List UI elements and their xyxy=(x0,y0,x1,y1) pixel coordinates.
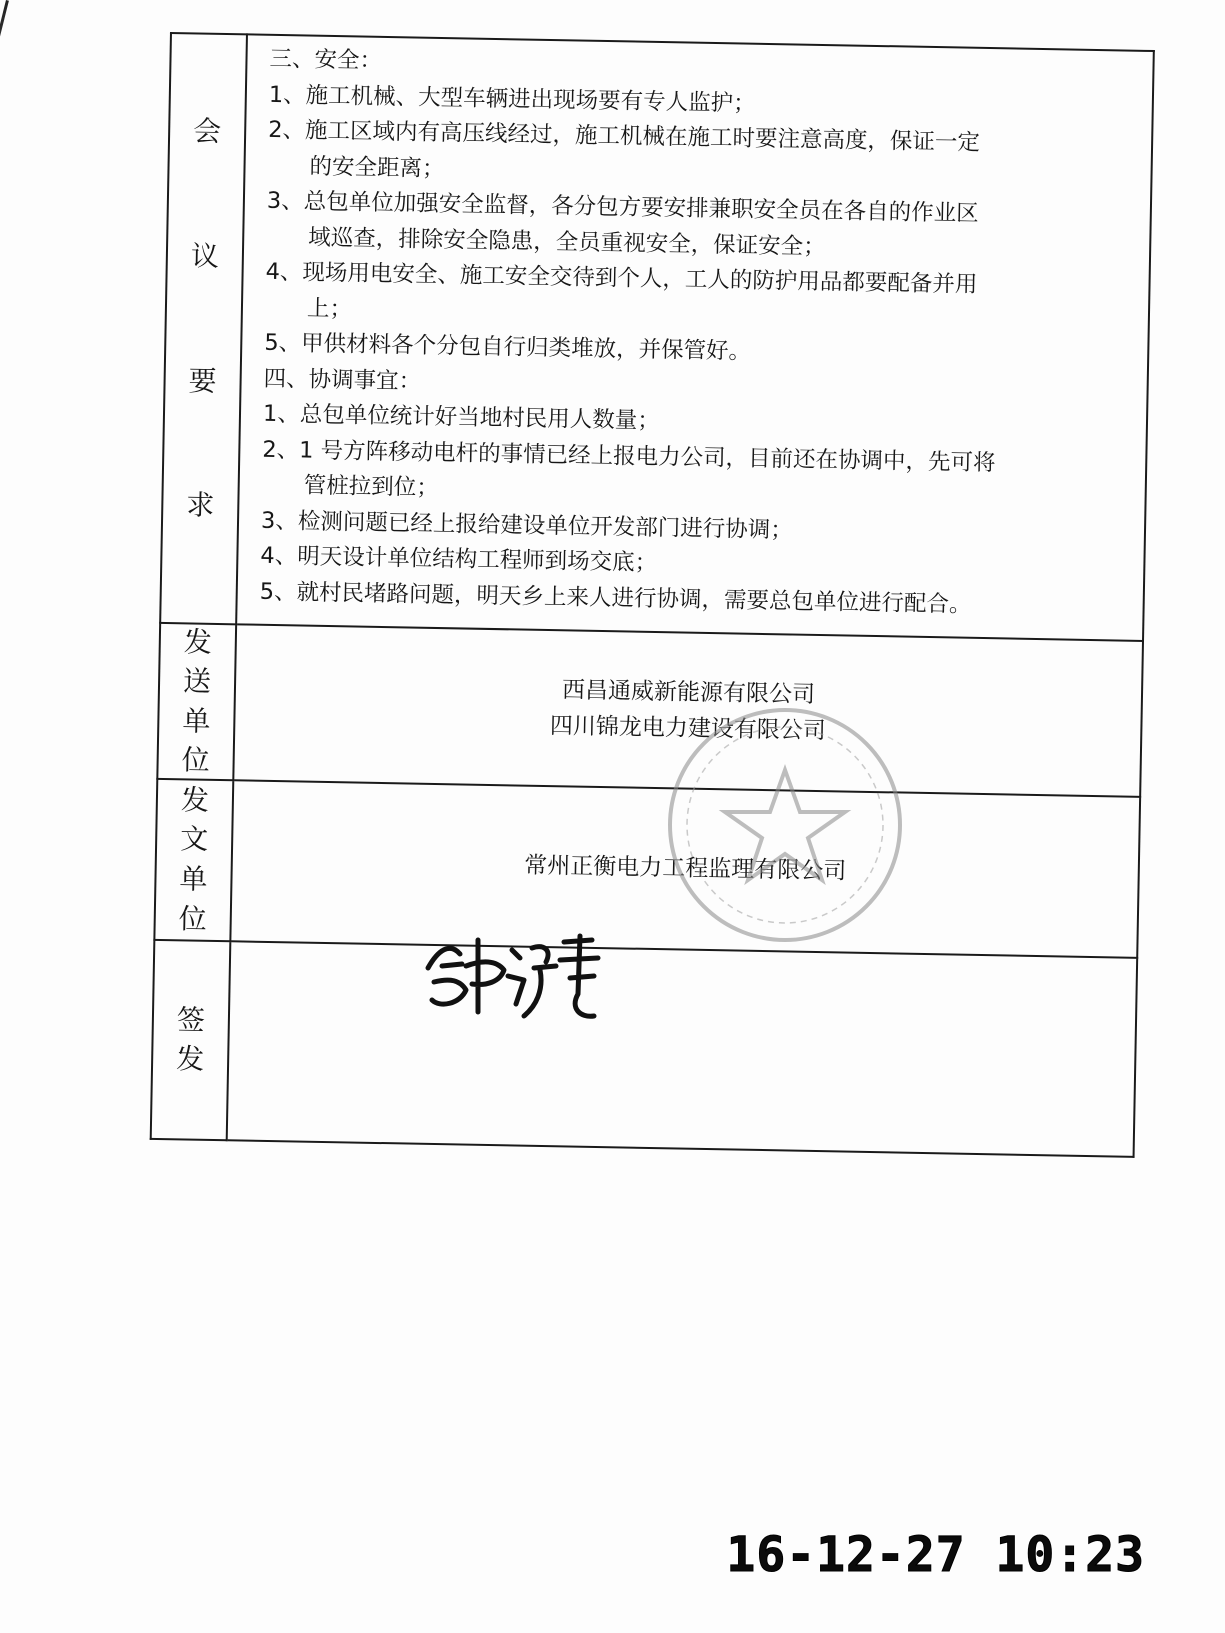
issue-unit-label xyxy=(155,779,232,939)
meeting-requirement-line: 5、甲供材料各个分包自行归类堆放，并保管好。 xyxy=(264,329,752,365)
send-unit-company: 四川锦龙电力建设有限公司 xyxy=(549,712,827,744)
issue-unit-row xyxy=(154,778,1140,957)
company-seal-stamp xyxy=(660,700,910,950)
meeting-requirement-line: 3、检测问题已经上报给建设单位开发部门进行协调； xyxy=(260,507,794,543)
meeting-requirement-line: 2、1 号方阵移动电杆的事情已经上报电力公司，目前还在协调中，先可将 xyxy=(262,436,996,476)
label-char: 发 xyxy=(183,624,213,659)
label-char: 议 xyxy=(190,239,220,273)
send-units-label xyxy=(158,624,235,779)
issue-unit-company: 常州正衡电力工程监理有限公司 xyxy=(524,852,847,885)
label-char: 送 xyxy=(182,664,212,699)
meeting-requirement-line: 2、施工区域内有高压线经过，施工机械在施工时要注意高度，保证一定 xyxy=(267,116,981,156)
meeting-requirements-label xyxy=(161,34,246,623)
label-char: 求 xyxy=(186,488,215,523)
meeting-requirement-line: 1、施工机械、大型车辆进出现场要有专人监护； xyxy=(268,81,756,117)
meeting-requirement-line: 的安全距离； xyxy=(309,153,445,182)
label-char: 会 xyxy=(192,114,222,148)
meeting-requirement-line: 管桩拉到位； xyxy=(303,472,439,501)
send-units-row xyxy=(157,623,1143,796)
scan-edge-mark xyxy=(0,0,9,350)
meeting-requirement-line: 4、现场用电安全、施工安全交待到个人，工人的防护用品都要配备并用 xyxy=(265,258,978,298)
meeting-requirement-line: 三、安全： xyxy=(269,45,383,74)
meeting-requirement-line: 域巡查，排除安全隐患，全员重视安全，保证安全； xyxy=(308,224,826,260)
label-char: 发 xyxy=(175,1042,205,1077)
send-unit-company: 西昌通威新能源有限公司 xyxy=(561,677,816,708)
label-char: 文 xyxy=(179,822,209,857)
meeting-requirement-line: 四、协调事宜： xyxy=(263,365,422,395)
meeting-requirements-label-cell xyxy=(160,33,247,624)
meeting-requirements-row xyxy=(160,33,1154,641)
label-char: 发 xyxy=(180,783,210,817)
label-char: 位 xyxy=(178,901,208,936)
document-table xyxy=(150,32,1155,1158)
sign-label xyxy=(152,940,230,1139)
sign-row xyxy=(151,939,1137,1156)
label-char: 签 xyxy=(176,1002,206,1037)
handwritten-signature xyxy=(420,920,610,1030)
scan-timestamp: 16-12-27 10:23 xyxy=(726,1527,1145,1583)
meeting-requirement-line: 4、明天设计单位结构工程师到场交底； xyxy=(260,542,658,577)
sign-label-cell xyxy=(151,939,231,1140)
meeting-requirement-line: 3、总包单位加强安全监督，各分包方要安排兼职安全员在各自的作业区 xyxy=(266,187,979,227)
meeting-requirements-content-cell xyxy=(236,34,1154,641)
sign-content-cell xyxy=(227,941,1138,1157)
send-units-label-cell xyxy=(157,623,236,780)
label-char: 单 xyxy=(182,704,211,738)
meeting-requirement-line: 上； xyxy=(306,295,353,322)
issue-unit-label-cell xyxy=(154,778,233,940)
meeting-requirements-content xyxy=(237,35,1153,635)
meeting-requirement-line: 1、总包单位统计好当地村民用人数量； xyxy=(262,400,661,435)
label-char: 要 xyxy=(188,364,217,398)
meeting-requirement-line: 5、就村民堵路问题，明天乡上来人进行协调，需要总包单位进行配合。 xyxy=(259,578,972,618)
label-char: 单 xyxy=(179,862,208,896)
label-char: 位 xyxy=(181,743,210,778)
